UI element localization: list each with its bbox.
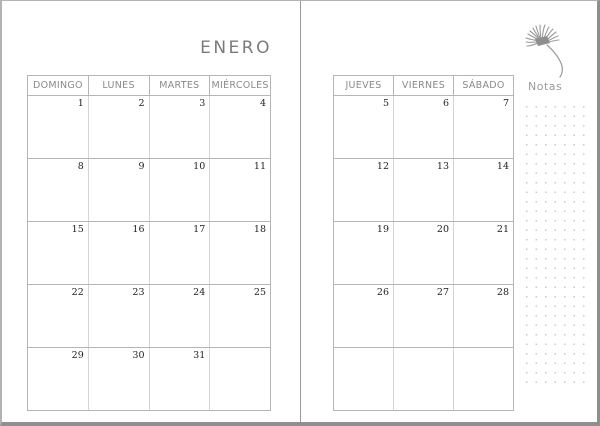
day-cell: 1 xyxy=(28,96,89,159)
day-cell: 2 xyxy=(88,96,149,159)
day-cell: 27 xyxy=(394,285,454,348)
day-cell: 22 xyxy=(28,285,89,348)
day-cell: 13 xyxy=(394,159,454,222)
day-cell: 5 xyxy=(334,96,394,159)
weekday-header-row xyxy=(334,76,514,96)
day-cell: 14 xyxy=(454,159,514,222)
notas-label: Notas xyxy=(528,80,563,93)
dandelion-icon xyxy=(521,15,577,79)
day-cell: 20 xyxy=(394,222,454,285)
day-cell xyxy=(454,348,514,411)
header-viernes: VIERNES xyxy=(394,76,454,96)
header-jueves: JUEVES xyxy=(334,76,394,96)
week-row xyxy=(28,96,271,159)
header-martes: MARTES xyxy=(149,76,210,96)
header-domingo: DOMINGO xyxy=(28,76,89,96)
day-cell: 25 xyxy=(210,285,271,348)
day-cell: 4 xyxy=(210,96,271,159)
week-row xyxy=(28,285,271,348)
header-miercoles: MIÉRCOLES xyxy=(210,76,271,96)
day-cell xyxy=(394,348,454,411)
notes-dot-grid xyxy=(520,100,590,391)
week-row xyxy=(334,159,514,222)
day-cell: 29 xyxy=(28,348,89,411)
day-cell: 3 xyxy=(149,96,210,159)
day-cell: 10 xyxy=(149,159,210,222)
weekday-header-row xyxy=(28,76,271,96)
week-row xyxy=(334,96,514,159)
day-cell: 6 xyxy=(394,96,454,159)
day-cell: 30 xyxy=(88,348,149,411)
header-sabado: SÁBADO xyxy=(454,76,514,96)
day-cell: 24 xyxy=(149,285,210,348)
day-cell: 19 xyxy=(334,222,394,285)
left-page xyxy=(2,1,300,422)
day-cell: 11 xyxy=(210,159,271,222)
header-lunes: LUNES xyxy=(88,76,149,96)
day-cell: 9 xyxy=(88,159,149,222)
right-page xyxy=(300,1,597,422)
day-cell: 12 xyxy=(334,159,394,222)
day-cell: 21 xyxy=(454,222,514,285)
day-cell: 26 xyxy=(334,285,394,348)
week-row xyxy=(334,222,514,285)
day-cell xyxy=(334,348,394,411)
day-cell: 15 xyxy=(28,222,89,285)
day-cell: 16 xyxy=(88,222,149,285)
day-cell xyxy=(210,348,271,411)
day-cell: 31 xyxy=(149,348,210,411)
day-cell: 8 xyxy=(28,159,89,222)
week-row xyxy=(334,285,514,348)
week-row xyxy=(334,348,514,411)
day-cell: 17 xyxy=(149,222,210,285)
calendar-table-left xyxy=(27,75,271,411)
week-row xyxy=(28,348,271,411)
week-row xyxy=(28,222,271,285)
calendar-table-right xyxy=(333,75,514,411)
day-cell: 18 xyxy=(210,222,271,285)
month-title: ENERO xyxy=(200,38,272,58)
day-cell: 28 xyxy=(454,285,514,348)
day-cell: 7 xyxy=(454,96,514,159)
day-cell: 23 xyxy=(88,285,149,348)
week-row xyxy=(28,159,271,222)
